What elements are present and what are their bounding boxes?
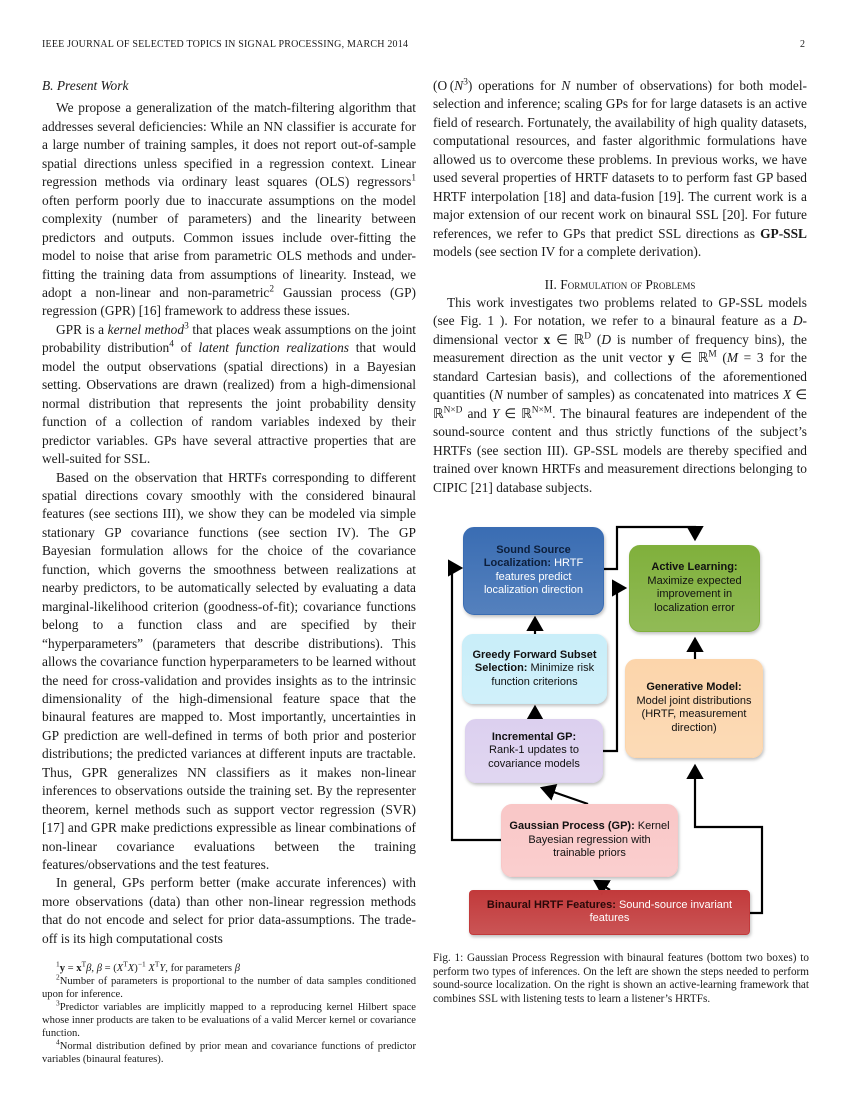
text-run: Number of parameters is proportional to the number of data samples conditioned upon for inference. <box>42 976 416 1001</box>
box-body: Minimize risk function criterions <box>491 662 595 688</box>
text-run: ∈ ℝ <box>433 387 808 421</box>
box-generative-model <box>625 659 763 758</box>
text-run: D <box>601 331 611 347</box>
figure-caption: Fig. 1: Gaussian Process Regression with binaural features (bottom two boxes) to perform two types of inferences. On the left are shown the steps needed to perform sound-source localization. On the right is shown an active-learning framework that combines SSL with listening tests to learn a listener’s HRTFs. <box>433 951 809 1005</box>
text-run: X <box>782 387 792 403</box>
text-run: X <box>127 963 135 975</box>
arrow-binaural-to-gp <box>595 881 610 890</box>
text-run: β <box>234 963 240 975</box>
text-run: ( <box>591 331 602 347</box>
footnotes <box>42 948 416 1066</box>
text-run: N <box>454 78 464 93</box>
right-column <box>433 77 807 1006</box>
box-title: Sound Source Localization: <box>483 543 571 570</box>
text-run: of <box>173 340 199 356</box>
text-run: that places weak assumptions on the joint probability distribution <box>42 321 417 356</box>
superscript: D <box>584 331 592 342</box>
box-body: HRTF features predict localization direction <box>483 557 584 597</box>
box-title: Incremental GP: <box>491 730 577 743</box>
figure-1-diagram <box>440 517 780 942</box>
superscript: 2 <box>269 284 275 295</box>
left-column <box>42 77 416 1066</box>
text-run: X <box>116 963 124 975</box>
box-title: Generative Model: <box>646 681 742 694</box>
text-run: N <box>493 387 503 403</box>
paragraph <box>42 874 416 948</box>
text-run: GPR is a <box>56 321 108 337</box>
text-run: x <box>543 331 551 347</box>
superscript: M <box>708 349 717 360</box>
text-run: M <box>726 350 738 366</box>
box-sound-source-localization <box>463 527 604 615</box>
box-body: Maximize expected improvement in localization error <box>647 574 742 614</box>
text-run: (O ( <box>433 78 455 93</box>
arrow-gp-to-incremental <box>542 788 588 804</box>
box-title: Greedy Forward Subset Selection: <box>472 648 597 675</box>
footnote-1 <box>42 959 416 975</box>
text-run: In general, GPs perform better (make accurate inferences) with more observations (data) than other non-linear regression methods that do not encode and select for prior data-assumptions. The trade-off is its high computational costs <box>42 875 416 946</box>
section-heading: II. Formulation of Problems <box>544 276 696 292</box>
superscript: 3 <box>56 998 60 1008</box>
box-body: Kernel Bayesian regression with trainable priors <box>528 820 670 860</box>
text-run: = ( <box>101 963 117 975</box>
text-run: We propose a generalization of the match-filtering algorithm that addresses several deficiencies: While an NN classifier is accurate for a large number of training samples, it does not report out-of-sample spatial directions unless specified in a regression context. Linear regression methods via ordinary least squares (OLS) regressors <box>42 100 416 190</box>
text-run: Y <box>159 963 166 975</box>
text-run: N <box>561 78 571 93</box>
superscript: 4 <box>169 339 174 350</box>
text-run: β <box>96 963 102 975</box>
superscript: N×D <box>443 405 463 416</box>
footnote-2 <box>42 972 416 1001</box>
text-run: kernel method <box>107 321 185 337</box>
box-active-learning <box>629 545 760 632</box>
box-incremental-gp <box>465 719 603 783</box>
text-run: D <box>792 313 803 329</box>
superscript: −1 <box>137 959 146 969</box>
text-run: , for parameters <box>165 963 235 975</box>
text-run: Gaussian process (GP) regression (GPR) [16] framework to address these issues. <box>42 284 417 319</box>
text-run: This work investigates two problems related to GP-SSL models (see Fig. 1 ). For notation, we refer to a binaural feature as a <box>433 294 807 329</box>
box-greedy-forward-subset-selection <box>462 634 607 704</box>
superscript: 3 <box>184 321 189 332</box>
text-run: ∈ ℝ <box>674 350 709 366</box>
superscript: 3 <box>463 77 468 88</box>
text-run: number of observations) for both model-selection and inference; scaling GPs for for large datasets is an active field of research. Fortunately, the availability of high quality datasets, computational resources, and faster algorithmic formulations have allowed us to overcome these problems. In previous works, we have used several properties of HRTF datasets to to perform fast GP based HRTF interpolation [18] and data-fusion [19]. The current work is a major extension of our recent work on binaural SSL [20]. For future references, we refer to GPs that predict SSL directions as <box>433 78 807 241</box>
text-run: ) <box>134 963 138 975</box>
footnote-4 <box>42 1037 416 1066</box>
box-body: Sound-source invariant features <box>589 898 733 925</box>
page-number: 2 <box>800 39 806 50</box>
text-run: ) operations for <box>467 78 562 93</box>
superscript: 4 <box>56 1037 60 1047</box>
text-run: Based on the observation that HRTFs corresponding to different spatial directions covary smoothly with the considered binaural features (see sections III), we show they can be modeled via simple stationary GP covariance functions (see section IV). The GP Bayesian formulation allows for the choice of the covariance function, which governs the smoothness between realizations at nearby predictors, to be automatically selected by evaluating a data marginal-likelihood criterion (goodness-of-fit); covariance functions belong to a function class and are specified by their “hyperparameters” (parameters that describe distributions). This allows the covariance function hyperparameters to be learned without the need for cross-validation and provides insights as to the intrinsic dimensionality of the high-dimensional feature space that the binaural features are mapped to. Most importantly, uncertainties in GP prediction are well-defined in terms of both prior and posterior distributions; the predicted variances at different inputs are tractable. Thus, GPR generalizes NN classifiers as it makes non-linear inferences to observations outside the training set. By the representer theorem, kernel methods such as support vector regression (SVR) [17] and GPR make predictions expressible as linear combinations of non-linear covariance evaluations between the training features/observations and the test features. <box>42 469 416 873</box>
text-run: latent function realizations <box>198 340 350 356</box>
superscript: 1 <box>56 959 60 969</box>
running-header: IEEE JOURNAL OF SELECTED TOPICS IN SIGNAL PROCESSING, MARCH 2014 <box>42 39 409 50</box>
superscript: T <box>123 959 128 969</box>
box-title: Active Learning: <box>651 561 738 574</box>
footnote-3 <box>42 998 416 1040</box>
text-run: X <box>148 963 155 975</box>
text-run: = <box>65 963 77 975</box>
text-run: y <box>59 963 65 975</box>
text-run: number of samples) as concatenated into matrices <box>502 387 783 403</box>
text-run: models (see section IV for a complete derivation). <box>433 244 702 260</box>
text-run: often perform poorly due to inaccurate assumptions on the model complexity (number of parameters) and the linearity between predictors and outputs. Common issues include over-fitting the model to noise that arise from parametric OLS methods and under-fitting the training data from assumptions of linearity. Instead, we adopt a non-linear and non-parametric <box>42 192 416 300</box>
box-title: Gaussian Process (GP): <box>509 820 635 833</box>
text-run: ∈ ℝ <box>499 405 532 421</box>
box-title: Binaural HRTF Features: <box>486 898 616 911</box>
text-run: β <box>86 963 92 975</box>
box-body: Model joint distributions (HRTF, measurement direction) <box>636 694 752 734</box>
text-run: ( <box>716 350 727 366</box>
text-run: = 3 for the standard Cartesian basis), and collections of the aforementioned quantities ( <box>433 350 807 403</box>
text-run: x <box>76 963 82 975</box>
superscript: T <box>154 959 160 969</box>
subsection-heading: B. Present Work <box>42 78 129 93</box>
text-run: y <box>667 350 675 366</box>
text-run: and <box>462 405 492 421</box>
paragraph <box>42 99 416 320</box>
superscript: N×M <box>531 405 553 416</box>
superscript: 1 <box>411 173 416 184</box>
paragraph <box>433 77 807 262</box>
box-body: Rank-1 updates to covariance models <box>488 744 580 770</box>
box-gaussian-process <box>501 804 678 877</box>
paragraph <box>42 321 416 469</box>
text-run: Normal distribution defined by prior mean and covariance functions of predictor variables (binaural features). <box>42 1041 416 1066</box>
text-run: GP-SSL <box>760 225 807 241</box>
text-run: Y <box>491 405 500 421</box>
superscript: T <box>81 959 87 969</box>
text-run: -dimensional vector <box>433 313 807 347</box>
superscript: 2 <box>56 972 60 982</box>
paragraph <box>433 294 807 497</box>
text-run: that would model the output observations (spatial directions) in a Bayesian setting. Observations are drawn (realized) from a high-dimensional normal distribution that represents the joint probability density function of a collection of random variables indexed by their predictor variables. GPs have several attractive properties that are well-suited for SSL. <box>42 340 416 467</box>
text-run: . The binaural features are independent of the sound-source content and thus strictly functions of the subject’s HRTFs (see section III). GP-SSL models are thereby specified and trained over known HRTFs and measurement directions belonging to CIPIC [21] database subjects. <box>433 405 808 495</box>
text-run: Predictor variables are implicitly mapped to a reproducing kernel Hilbert space whose inner products are taken to be evaluations of a valid Mercer kernel or covariance function. <box>42 1002 416 1040</box>
text-run: is number of frequency bins), the measurement direction as the unit vector <box>433 331 807 366</box>
text-run: ∈ ℝ <box>550 331 585 347</box>
text-run: , <box>91 963 97 975</box>
box-binaural-hrtf-features <box>469 890 750 935</box>
paragraph <box>42 469 416 875</box>
